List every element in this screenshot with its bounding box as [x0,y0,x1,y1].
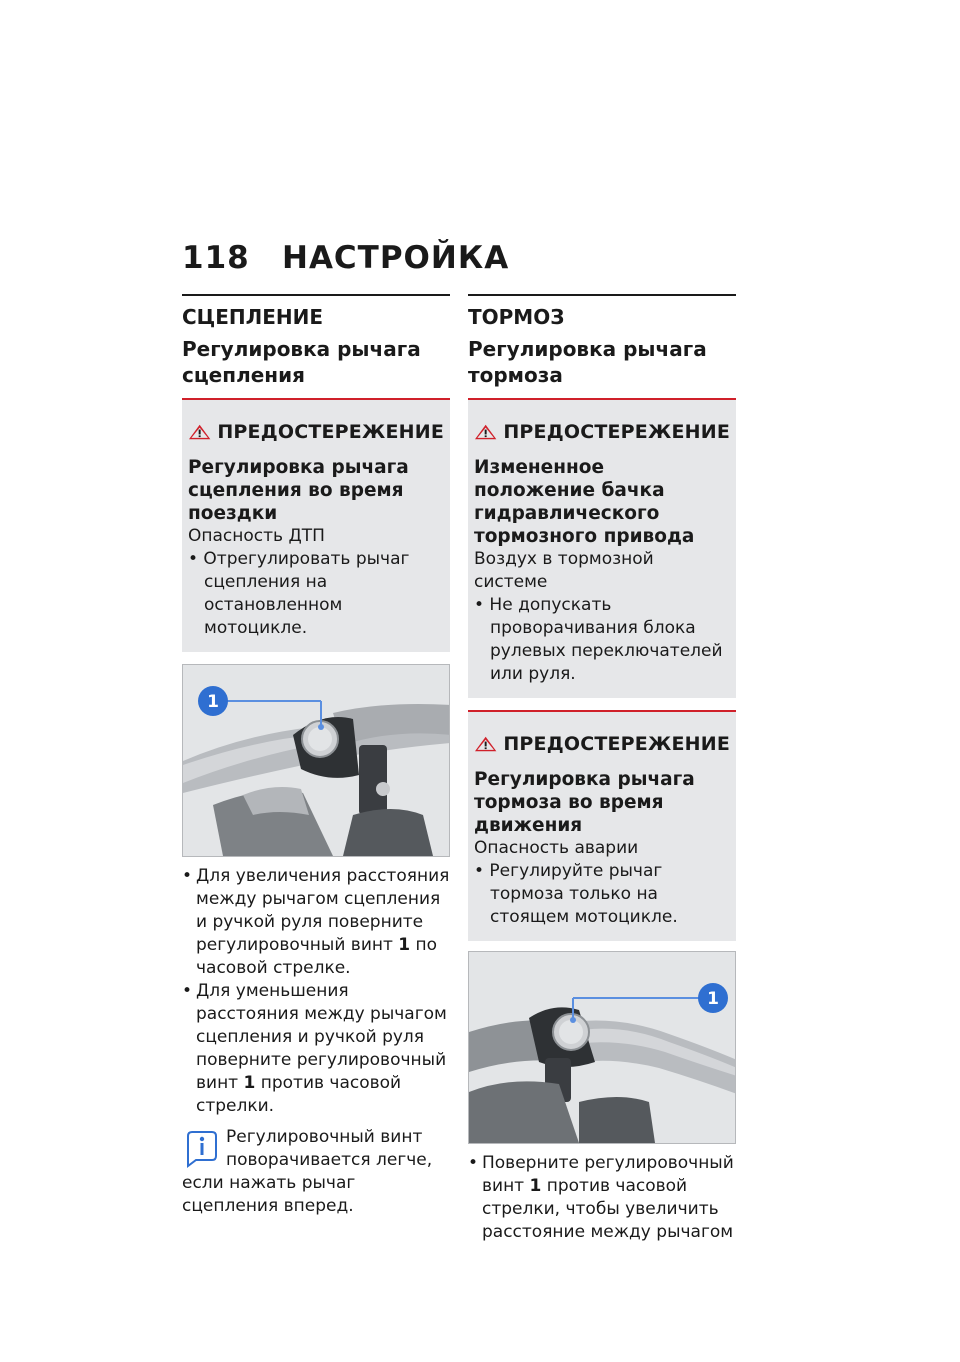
warning-box-clutch [182,398,450,652]
subsection-title-brake-lever: Регулировка рычага тормоза [468,337,707,387]
left-column [182,294,450,1218]
warning-triangle-icon [188,415,211,449]
warning-risk: Воздух в тормозной системе [474,549,654,592]
warning-triangle-icon [474,727,497,761]
section-title-brake: ТОРМОЗ [468,305,565,329]
warning-label: ПРЕДОСТЕРЕЖЕНИЕ [503,421,730,443]
warning-label: ПРЕДОСТЕРЕЖЕНИЕ [217,421,444,443]
warning-label: ПРЕДОСТЕРЕЖЕНИЕ [503,733,730,755]
warning-title: Регулировка рычага тормоза во время движения [474,769,695,836]
warning-action: • Не допускать проворачивания блока рулевых переключателей или руля. [474,595,723,684]
list-item: • Для уменьшения расстояния между рычагом сцепления и ручкой руля поверните регулировочный винт 1 против часовой стрелки. [182,981,447,1116]
warning-title: Регулировка рычага сцепления во время поездки [188,457,409,524]
warning-action: • Регулируйте рычаг тормоза только на стоящем мотоцикле. [474,861,678,927]
page-number: 118 [182,240,250,276]
brake-lever-illustration [469,952,736,1143]
clutch-lever-illustration [183,665,450,856]
brake-instructions [468,1152,736,1244]
warning-box-reservoir [468,398,736,698]
subsection-title-clutch-lever: Регулировка рычага сцепления [182,337,421,387]
list-item: • Поверните регулировочный винт 1 против часовой стрелки, чтобы увеличить расстояние между рычагом [468,1153,734,1242]
clutch-instructions [182,865,450,1118]
info-note-icon [182,1128,222,1172]
warning-header [474,726,730,762]
warning-risk: Опасность ДТП [188,526,325,546]
warning-box-brake [468,710,736,941]
figure-callout-1: 1 [707,989,719,1009]
note-block [182,1126,450,1218]
warning-action: • Отрегулировать рычаг сцепления на остановленном мотоцикле. [188,549,410,638]
section-title-clutch: СЦЕПЛЕНИЕ [182,305,324,329]
section-rule [182,294,450,296]
page-header [182,240,509,276]
warning-title: Измененное положение бачка гидравлического тормозного привода [474,457,695,547]
brake-lever-figure [468,951,736,1144]
warning-risk: Опасность аварии [474,838,639,858]
section-rule [468,294,736,296]
warning-header [474,414,730,450]
note-text: Регулировочный винт поворачивается легче, если нажать рычаг сцепления вперед. [182,1127,433,1216]
warning-header [188,414,444,450]
clutch-lever-figure [182,664,450,857]
right-column [468,294,736,1244]
chapter-title: НАСТРОЙКА [282,240,510,276]
warning-triangle-icon [474,415,497,449]
list-item: • Для увеличения расстояния между рычагом сцепления и ручкой руля поверните регулировочный винт 1 по часовой стрелке. [182,866,450,978]
figure-callout-1: 1 [207,692,219,712]
